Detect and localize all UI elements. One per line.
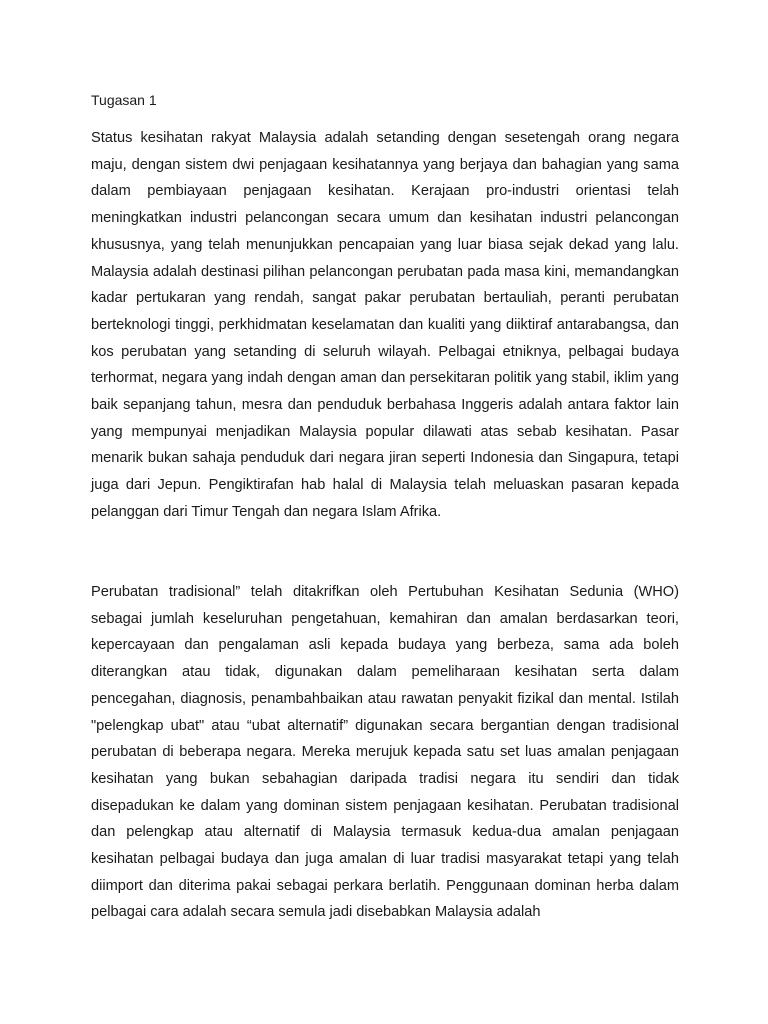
document-title: Tugasan 1 bbox=[91, 92, 157, 108]
paragraph-traditional-medicine: Perubatan tradisional” telah ditakrifkan oleh Pertubuhan Kesihatan Sedunia (WHO) sebagai jumlah keseluruhan pengetahuan, kemahiran dan amalan berdasarkan teori, kepercayaan dan pengalaman asli kepada budaya yang berbeza, sama ada boleh diterangkan atau tidak, digunakan dalam pemeliharaan kesihatan serta dalam pencegahan, diagnosis, penambahbaikan atau rawatan penyakit fizikal dan mental. Istilah "pelengkap ubat" atau “ubat alternatif” digunakan secara bergantian dengan tradisional perubatan di beberapa negara. Mereka merujuk kepada satu set luas amalan penjagaan kesihatan yang bukan sebahagian daripada tradisi negara itu sendiri dan tidak disepadukan ke dalam yang dominan sistem penjagaan kesihatan. Perubatan tradisional dan pelengkap atau alternatif di Malaysia termasuk kedua-dua amalan penjagaan kesihatan pelbagai budaya dan juga amalan di luar tradisi masyarakat tetapi yang telah diimport dan diterima pakai sebagai perkara berlatih. Penggunaan dominan herba dalam pelbagai cara adalah secara semula jadi disebabkan Malaysia adalah bbox=[91, 584, 679, 921]
paragraph-medical-tourism: Status kesihatan rakyat Malaysia adalah setanding dengan sesetengah orang negara maju, dengan sistem dwi penjagaan kesihatannya yang berjaya dan bahagian yang sama dalam pembiayaan penjagaan kesihatan. Kerajaan pro-industri orientasi telah meningkatkan industri pelancongan secara umum dan kesihatan industri pelancongan khususnya, yang telah menunjukkan pencapaian yang luar biasa sejak dekad yang lalu. Malaysia adalah destinasi pilihan pelancongan perubatan pada masa kini, memandangkan kadar pertukaran yang rendah, sangat pakar perubatan bertauliah, peranti perubatan berteknologi tinggi, perkhidmatan keselamatan dan kualiti yang diiktiraf antarabangsa, dan kos perubatan yang setanding di seluruh wilayah. Pelbagai etniknya, pelbagai budaya terhormat, negara yang indah dengan aman dan persekitaran politik yang stabil, iklim yang baik sepanjang tahun, mesra dan penduduk berbahasa Inggeris adalah antara faktor lain yang mempunyai menjadikan Malaysia popular dilawati atas sebab kesihatan. Pasar menarik bukan sahaja penduduk dari negara jiran seperti Indonesia dan Singapura, tetapi juga dari Jepun. Pengiktirafan hab halal di Malaysia telah meluaskan pasaran kepada pelanggan dari Timur Tengah dan negara Islam Afrika. bbox=[91, 130, 679, 520]
